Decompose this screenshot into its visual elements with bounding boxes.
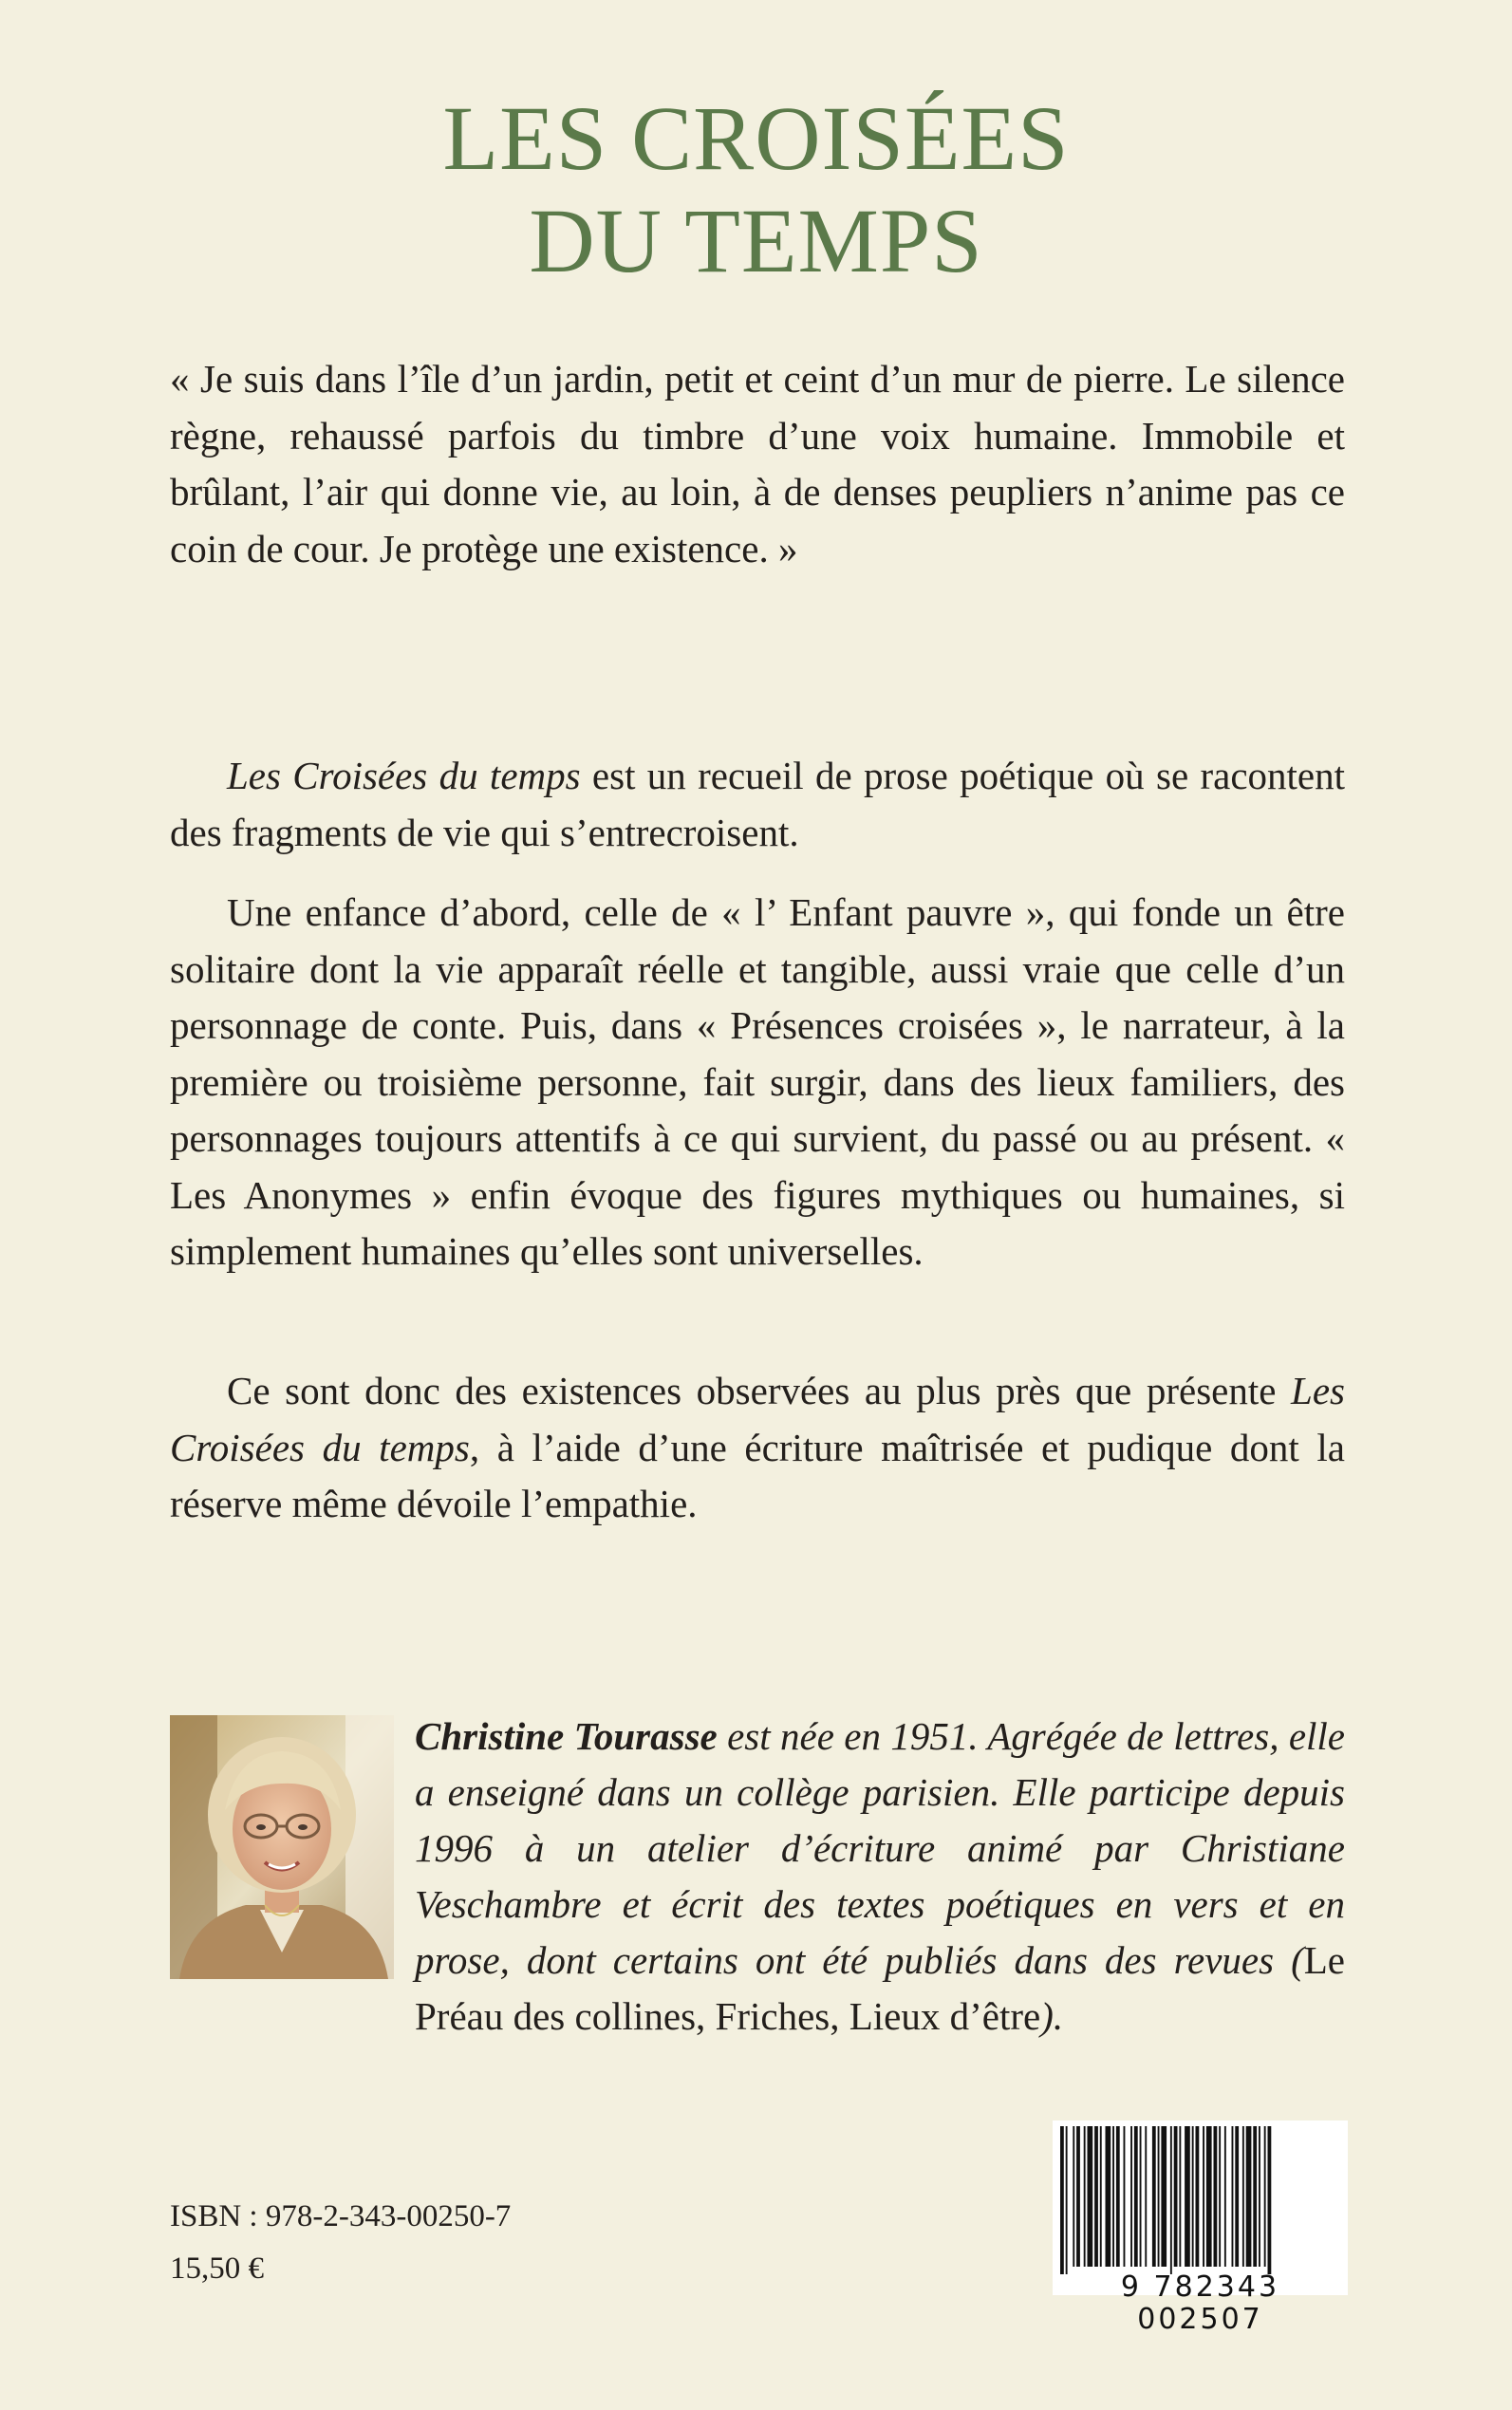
barcode-bar: [1116, 2126, 1120, 2267]
barcode-bar: [1100, 2126, 1102, 2267]
barcode-bar: [1268, 2126, 1272, 2274]
bio-reviews: Le Préau des collines, Friches, Lieux d’être: [415, 1938, 1345, 2038]
barcode-bar: [1242, 2126, 1244, 2267]
barcode: [1053, 2120, 1348, 2295]
barcode-bar: [1203, 2126, 1204, 2267]
barcode-bar: [1179, 2126, 1181, 2267]
paragraph-3-text-before: Ce sont donc des existences observées au plus près que présente: [227, 1369, 1292, 1412]
barcode-bar: [1106, 2126, 1111, 2267]
barcode-bar: [1192, 2126, 1194, 2267]
barcode-bar: [1060, 2126, 1064, 2274]
barcode-bar: [1158, 2126, 1160, 2267]
barcode-bar: [1073, 2126, 1074, 2267]
book-title-italic: Les Croisées du temps: [170, 1369, 1345, 1469]
isbn: ISBN : 978-2-343-00250-7: [170, 2199, 512, 2233]
barcode-bar: [1185, 2126, 1190, 2267]
barcode-bar: [1224, 2126, 1226, 2267]
barcode-bar: [1084, 2126, 1086, 2267]
barcode-bar: [1066, 2126, 1068, 2274]
barcode-bar: [1088, 2126, 1093, 2267]
barcode-bar: [1130, 2126, 1132, 2267]
paragraph-1-text: est un recueil de prose poétique où se racontent des fragments de vie qui s’entrecroisent.: [170, 754, 1346, 854]
barcode-bar: [1219, 2126, 1221, 2267]
barcode-bar: [1246, 2126, 1252, 2267]
barcode-bar: [1232, 2126, 1234, 2267]
barcode-bar: [1253, 2126, 1257, 2267]
barcode-bar: [1094, 2126, 1098, 2267]
barcode-bar: [1145, 2126, 1147, 2267]
barcode-bar: [1264, 2126, 1266, 2267]
author-bio: [170, 1709, 1345, 2045]
price: 15,50 €: [170, 2251, 264, 2286]
summary-paragraph-3: [170, 1363, 1345, 1533]
barcode-bar: [1214, 2126, 1218, 2267]
title-line-1: LES CROISÉES: [442, 87, 1070, 189]
book-title-italic: Les Croisées du temps: [227, 754, 581, 797]
barcode-bar: [1170, 2126, 1172, 2274]
title-line-2: DU TEMPS: [529, 190, 983, 291]
barcode-bar: [1174, 2126, 1178, 2267]
photo-spacer: [170, 1709, 415, 2045]
barcode-bar: [1196, 2126, 1200, 2267]
bio-closing: ).: [1040, 1994, 1064, 2038]
barcode-bar: [1112, 2126, 1114, 2267]
barcode-bar: [1206, 2126, 1212, 2267]
barcode-bar: [1161, 2126, 1167, 2267]
barcode-bar: [1259, 2126, 1260, 2267]
barcode-bar: [1076, 2126, 1080, 2267]
barcode-bar: [1140, 2126, 1142, 2267]
bio-text: est née en 1951. Agrégée de lettres, elle a enseigné dans un collège parisien. Elle participe depuis 1996 à un atelier d’écriture animé par Christiane Veschambre et écrit des textes poétiques en vers et en prose, dont certains ont été publiés dans des revues (: [415, 1714, 1345, 1982]
barcode-bar: [1124, 2126, 1126, 2267]
barcode-bar: [1235, 2126, 1239, 2267]
barcode-bar: [1152, 2126, 1156, 2267]
book-title: [0, 87, 1512, 292]
summary-paragraph-2: Une enfance d’abord, celle de « l’ Enfant pauvre », qui fonde un être solitaire dont la vie apparaît réelle et tangible, aussi vraie que celle d’un personnage de conte. Puis, dans « Présences croisées », le narrateur, à la première ou troisième personne, fait surgir, dans des lieux familiers, des personnages toujours attentifs à ce qui survient, du passé ou au présent. « Les Anonymes » enfin évoque des figures mythiques ou humaines, si simplement humaines qu’elles sont universelles.: [170, 890, 1345, 1273]
author-name: Christine Tourasse: [415, 1714, 718, 1758]
barcode-bar: [1134, 2126, 1138, 2267]
barcode-digits: 9 782343 002507: [1120, 2270, 1280, 2336]
summary-paragraph-1: [170, 748, 1345, 861]
excerpt-quote: « Je suis dans l’île d’un jardin, petit et ceint d’un mur de pierre. Le silence règne, rehaussé parfois du timbre d’une voix humaine. Immobile et brûlant, l’air qui donne vie, au loin, à de denses peupliers n’anime pas ce coin de cour. Je protège une existence. »: [170, 357, 1345, 570]
paragraph-3-text-after: , à l’aide d’une écriture maîtrisée et pudique dont la réserve même dévoile l’empathie.: [170, 1425, 1345, 1525]
